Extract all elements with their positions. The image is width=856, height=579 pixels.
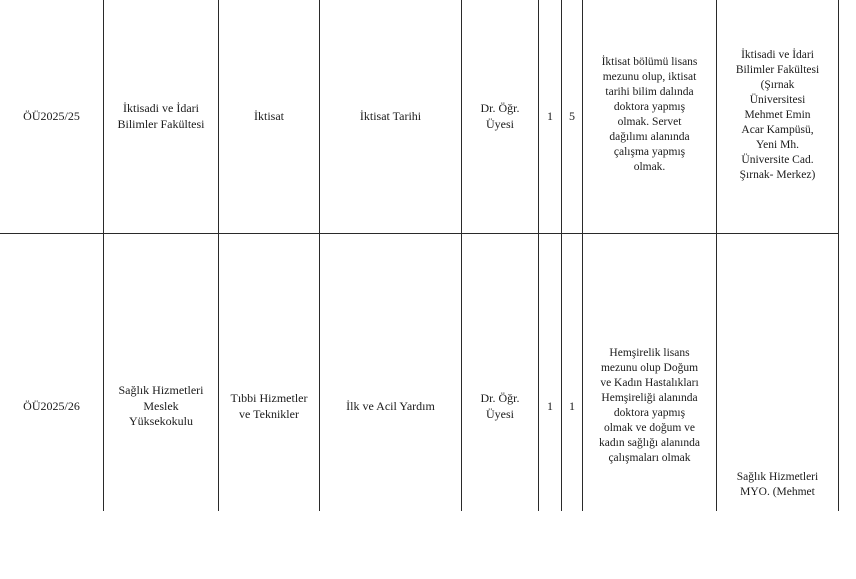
row-2-requirement-line: çalışmaları olmak: [608, 451, 691, 464]
row-1-requirement-line: doktora yapmış: [613, 101, 686, 113]
row-1-location-line: Yeni Mh.: [756, 139, 799, 151]
row-2-count2-cell: [562, 234, 582, 579]
row-1-faculty-cell: [104, 0, 218, 233]
row-2-requirement-cell: [583, 234, 716, 579]
row-2-requirement-line: Hemşirelik lisans: [609, 346, 690, 359]
row-1-requirement-line: olmak.: [633, 161, 666, 173]
row-1-field: İktisat Tarihi: [359, 108, 422, 123]
row-1-location-line: Acar Kampüsü,: [741, 124, 814, 136]
row-1-location-line: Bilimler Fakültesi: [735, 64, 820, 76]
row-1-location-line: Şırnak- Merkez): [739, 169, 816, 181]
row-2-title-cell: [462, 234, 538, 579]
row-2-department-line: ve Teknikler: [239, 406, 299, 421]
row-1-location-line: Üniversite Cad.: [741, 154, 814, 166]
row-2-faculty-line: Meslek: [143, 398, 179, 413]
row-2-faculty-line: Yüksekokulu: [128, 414, 193, 429]
row-2-requirement-line: doktora yapmış: [613, 406, 686, 419]
row-2-location-line: MYO. (Mehmet: [740, 486, 815, 498]
row-2-location-cell: [717, 470, 838, 511]
row-2-count1-cell: [539, 234, 561, 579]
row-2-code-cell: [0, 234, 103, 579]
row-1-title-cell: [462, 0, 538, 233]
row-1-faculty-line: İktisadi ve İdari: [123, 101, 199, 115]
row-1-count2: 5: [569, 108, 575, 123]
row-2-requirement-line: mezunu olup Doğum: [600, 361, 699, 374]
row-2-requirement-line: olmak ve doğum ve: [603, 421, 695, 434]
row-1-requirement-line: dağılımı alanında: [609, 131, 690, 143]
row-1-faculty-line: Bilimler Fakültesi: [117, 116, 205, 131]
row-1-department: İktisat: [254, 108, 284, 123]
row-1-location-line: İktisadi ve İdari: [741, 49, 814, 61]
row-2-count2: 1: [569, 398, 575, 413]
row-1-code-cell: [0, 0, 103, 233]
row-2-department-cell: [219, 234, 319, 579]
row-1-code: ÖÜ2025/25: [23, 108, 80, 123]
row-2-requirement-line: kadın sağlığı alanında: [599, 436, 700, 449]
column-divider: [838, 0, 839, 511]
row-1-location-line: Üniversitesi: [749, 94, 806, 106]
row-1-requirement-cell: [583, 0, 716, 233]
row-1-location-line: Mehmet Emin: [744, 109, 811, 121]
row-2-faculty-cell: [104, 234, 218, 579]
row-2-title-line: Üyesi: [486, 406, 514, 421]
row-2-faculty-line: Sağlık Hizmetleri: [118, 383, 204, 398]
row-2-department-line: Tıbbi Hizmetler: [230, 391, 308, 405]
row-1-department-cell: [219, 0, 319, 233]
row-1-requirement-line: olmak. Servet: [617, 116, 682, 128]
row-1-count1-cell: [539, 0, 561, 233]
row-2-location-line: Sağlık Hizmetleri: [736, 471, 819, 483]
row-2-requirement-line: Hemşireliği alanında: [601, 391, 698, 404]
row-1-count1: 1: [547, 108, 553, 123]
row-2-field: İlk ve Acil Yardım: [346, 398, 435, 413]
row-2-title-line: Dr. Öğr.: [480, 391, 520, 405]
row-1-location-cell: [717, 0, 838, 233]
row-2-count1: 1: [547, 398, 553, 413]
row-2-requirement-line: ve Kadın Hastalıkları: [600, 376, 699, 389]
row-1-requirement-line: İktisat bölümü lisans: [601, 56, 698, 68]
row-1-requirement-line: çalışma yapmış: [613, 146, 686, 158]
row-1-title-line: Üyesi: [486, 116, 514, 131]
row-1-requirement-line: tarihi bilim dalında: [605, 86, 694, 98]
row-2-code: ÖÜ2025/26: [23, 398, 80, 413]
row-1-location-line: (Şırnak: [760, 79, 795, 91]
row-2-field-cell: [320, 234, 461, 579]
row-1-field-cell: [320, 0, 461, 233]
row-1-requirement-line: mezunu olup, iktisat: [602, 71, 697, 83]
row-1-count2-cell: [562, 0, 582, 233]
row-1-title-line: Dr. Öğr.: [480, 101, 520, 115]
